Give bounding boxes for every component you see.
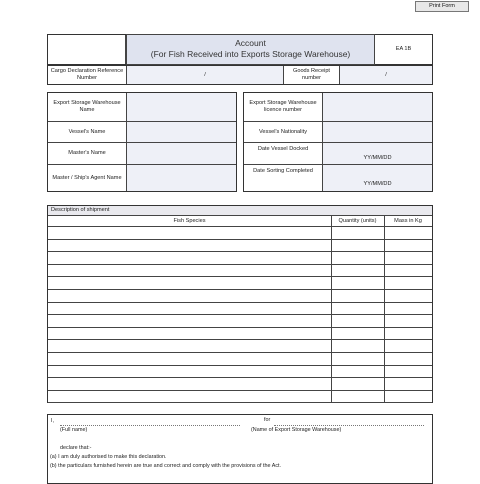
shipment-table (47, 205, 433, 403)
column-header-quantity: Quantity (units) (338, 217, 377, 224)
declaration-box (47, 414, 433, 484)
date-sorting-field[interactable]: YY/MM/DD (322, 165, 432, 191)
declaration-item-b: (b) the particulars furnished herein are true and correct and comply with the provisions of the Act. (50, 463, 282, 469)
licence-number-label: Export Storage Warehouse licence number (249, 100, 317, 113)
date-docked-label: Date Vessel Docked (257, 146, 309, 152)
table-row[interactable] (48, 227, 432, 240)
declaration-for: for (264, 417, 271, 423)
table-row[interactable] (48, 378, 432, 391)
table-row[interactable] (48, 303, 432, 316)
date-sorting-label: Date Sorting Completed (253, 168, 313, 174)
cargo-label: Cargo Declaration Reference Number (50, 68, 124, 81)
table-row[interactable] (48, 277, 432, 290)
table-row[interactable] (48, 240, 432, 253)
licence-number-field[interactable] (322, 93, 432, 121)
vessel-nationality-label: Vessel's Nationality (258, 128, 308, 135)
form-subtitle: (For Fish Received into Exports Storage Warehouse) (150, 49, 351, 59)
table-row[interactable] (48, 290, 432, 303)
right-fields-box (243, 92, 433, 192)
master-name-field[interactable] (126, 143, 236, 164)
full-name-caption: (Full name) (60, 427, 88, 433)
vessel-nationality-field[interactable] (322, 122, 432, 142)
left-fields-box (47, 92, 237, 192)
header-title-cell (126, 34, 375, 65)
warehouse-name-field[interactable] (126, 93, 236, 121)
table-row[interactable] (48, 265, 432, 278)
form-header (47, 34, 433, 65)
master-name-label: Master's Name (68, 150, 106, 156)
full-name-line[interactable] (60, 425, 240, 426)
shipment-section-title: Description of shipment (48, 206, 432, 215)
cargo-value-field[interactable]: / (126, 66, 283, 84)
header-blank-cell (48, 35, 126, 64)
date-docked-field[interactable]: YY/MM/DD (322, 143, 432, 164)
agent-name-field[interactable] (126, 165, 236, 191)
vessel-name-label: Vessel's Name (68, 128, 106, 135)
vessel-name-field[interactable] (126, 122, 236, 142)
warehouse-name-line[interactable] (274, 425, 424, 426)
table-row[interactable] (48, 366, 432, 379)
agent-name-label: Master / Ship's Agent Name (52, 174, 122, 181)
receipt-value-field[interactable]: / (340, 66, 432, 84)
form-code: EA 1B (395, 46, 412, 52)
declaration-item-a: (a) I am duly authorised to make this declaration. (50, 454, 167, 460)
cargo-row (47, 65, 433, 85)
declare-text: declare that:- (60, 445, 92, 451)
table-row[interactable] (48, 391, 432, 404)
column-header-mass: Mass in Kg (394, 217, 422, 224)
table-row[interactable] (48, 252, 432, 265)
print-form-button[interactable]: Print Form (415, 1, 469, 12)
declaration-prefix: I, (51, 418, 54, 424)
receipt-label: Goods Receipt number (283, 66, 340, 84)
table-row[interactable] (48, 340, 432, 353)
form-title: Account (235, 38, 266, 48)
table-row[interactable] (48, 328, 432, 341)
warehouse-caption: (Name of Export Storage Warehouse) (251, 427, 342, 433)
warehouse-name-label: Export Storage Warehouse Name (53, 100, 121, 113)
table-row[interactable] (48, 315, 432, 328)
column-header-fish-species: Fish Species (173, 217, 206, 224)
table-row[interactable] (48, 353, 432, 366)
